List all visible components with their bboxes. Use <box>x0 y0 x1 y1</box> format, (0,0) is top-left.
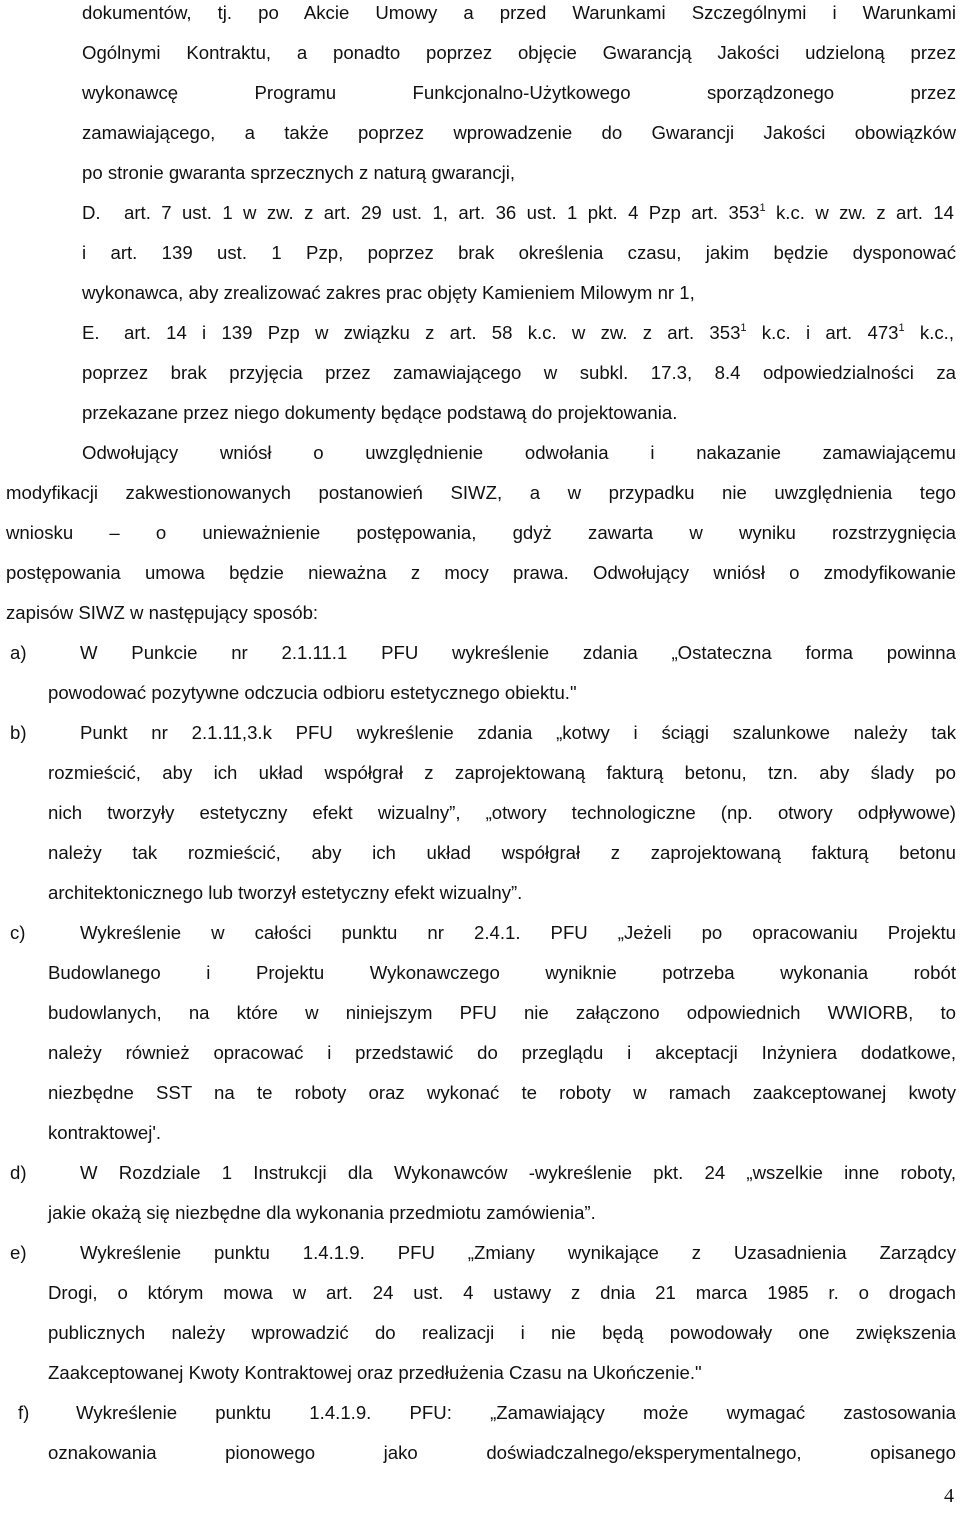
item-d-line-1-sup: 1 <box>759 201 766 214</box>
list-item-c-line-6: kontraktowej'. <box>48 1122 162 1143</box>
item-e-line-1 <box>124 320 954 346</box>
list-item-b-line-5: architektonicznego lub tworzył estetyczny efekt wizualny”. <box>48 882 523 903</box>
list-item-a-line-1: W Punkcie nr 2.1.11.1 PFU wykreślenie zdania „Ostateczna forma powinna <box>80 642 956 663</box>
list-item-f-line-2: oznakowania pionowego jako doświadczalnego/eksperymentalnego, opisanego <box>48 1442 956 1463</box>
list-item-e-line-2: Drogi, o którym mowa w art. 24 ust. 4 ustawy z dnia 21 marca 1985 r. o drogach <box>48 1282 956 1303</box>
page-number: 4 <box>944 1485 954 1507</box>
list-item-e-marker: e) <box>10 1242 27 1263</box>
list-item-b-line-4: należy tak rozmieścić, aby ich układ współgrał z zaprojektowaną fakturą betonu <box>48 842 956 863</box>
item-d-line-3: wykonawca, aby zrealizować zakres prac objęty Kamieniem Milowym nr 1, <box>82 282 695 303</box>
list-item-a-line-2: powodować pozytywne odczucia odbioru estetycznego obiektu." <box>48 682 577 703</box>
item-e-line-1-text-c: k.c., <box>904 322 954 343</box>
item-d-marker: D. <box>82 202 101 223</box>
list-item-b-line-2: rozmieścić, aby ich układ współgrał z zaprojektowaną fakturą betonu, tzn. aby ślady po <box>48 762 956 783</box>
item-e-line-1-text-a: art. 14 i 139 Pzp w związku z art. 58 k.c. w zw. z art. 353 <box>124 322 741 343</box>
paragraph-line-2: modyfikacji zakwestionowanych postanowień SIWZ, a w przypadku nie uwzględnienia tego <box>6 482 956 503</box>
list-item-c-line-5: niezbędne SST na te roboty oraz wykonać te roboty w ramach zaakceptowanej kwoty <box>48 1082 956 1103</box>
list-item-c-marker: c) <box>10 922 26 943</box>
item-e-line-1-sup-2: 1 <box>898 321 905 334</box>
item-e-line-2: poprzez brak przyjęcia przez zamawiającego w subkl. 17.3, 8.4 odpowiedzialności za <box>82 362 956 383</box>
intro-line-4: zamawiającego, a także poprzez wprowadzenie do Gwarancji Jakości obowiązków <box>82 122 956 143</box>
intro-line-2: Ogólnymi Kontraktu, a ponadto poprzez objęcie Gwarancją Jakości udzieloną przez <box>82 42 956 63</box>
list-item-d-line-2: jakie okażą się niezbędne dla wykonania przedmiotu zamówienia”. <box>48 1202 596 1223</box>
list-item-f-line-1: Wykreślenie punktu 1.4.1.9. PFU: „Zamawiający może wymagać zastosowania <box>76 1402 956 1423</box>
list-item-b-marker: b) <box>10 722 27 743</box>
item-d-line-1 <box>124 200 954 226</box>
list-item-f-marker: f) <box>18 1402 30 1423</box>
list-item-e-line-3: publicznych należy wprowadzić do realizacji i nie będą powodowały one zwiększenia <box>48 1322 956 1343</box>
intro-line-5: po stronie gwaranta sprzecznych z naturą gwarancji, <box>82 162 516 183</box>
paragraph-line-1: Odwołujący wniósł o uwzględnienie odwołania i nakazanie zamawiającemu <box>82 442 956 463</box>
item-e-marker: E. <box>82 322 100 343</box>
paragraph-line-4: postępowania umowa będzie nieważna z mocy prawa. Odwołujący wniósł o zmodyfikowanie <box>6 562 956 583</box>
list-item-b-line-3: nich tworzyły estetyczny efekt wizualny”, „otwory technologiczne (np. otwory odpływowe) <box>48 802 956 823</box>
list-item-c-line-4: należy również opracować i przedstawić do przeglądu i akceptacji Inżyniera dodatkowe, <box>48 1042 956 1063</box>
item-d-line-1-text-a: art. 7 ust. 1 w zw. z art. 29 ust. 1, art. 36 ust. 1 pkt. 4 Pzp art. 353 <box>124 202 760 223</box>
list-item-b-line-1: Punkt nr 2.1.11,3.k PFU wykreślenie zdania „kotwy i ściągi szalunkowe należy tak <box>80 722 956 743</box>
item-d-line-1-text-b: k.c. w zw. z art. 14 <box>765 202 954 223</box>
paragraph-line-3: wniosku – o unieważnienie postępowania, gdyż zawarta w wyniku rozstrzygnięcia <box>6 522 956 543</box>
list-item-c-line-3: budowlanych, na które w niniejszym PFU nie załączono odpowiednich WWIORB, to <box>48 1002 956 1023</box>
item-e-line-1-text-b: k.c. i art. 473 <box>746 322 899 343</box>
paragraph-line-5: zapisów SIWZ w następujący sposób: <box>6 602 319 623</box>
list-item-c-line-1: Wykreślenie w całości punktu nr 2.4.1. PFU „Jeżeli po opracowaniu Projektu <box>80 922 956 943</box>
intro-line-1: dokumentów, tj. po Akcie Umowy a przed Warunkami Szczególnymi i Warunkami <box>82 2 956 23</box>
list-item-a-marker: a) <box>10 642 27 663</box>
list-item-e-line-4: Zaakceptowanej Kwoty Kontraktowej oraz przedłużenia Czasu na Ukończenie." <box>48 1362 702 1383</box>
intro-line-3: wykonawcę Programu Funkcjonalno-Użytkowego sporządzonego przez <box>82 82 956 103</box>
list-item-e-line-1: Wykreślenie punktu 1.4.1.9. PFU „Zmiany wynikające z Uzasadnienia Zarządcy <box>80 1242 956 1263</box>
item-e-line-1-sup: 1 <box>740 321 747 334</box>
list-item-d-line-1: W Rozdziale 1 Instrukcji dla Wykonawców -wykreślenie pkt. 24 „wszelkie inne roboty, <box>80 1162 956 1183</box>
item-d-line-2: i art. 139 ust. 1 Pzp, poprzez brak określenia czasu, jakim będzie dysponować <box>82 242 956 263</box>
item-e-line-3: przekazane przez niego dokumenty będące podstawą do projektowania. <box>82 402 678 423</box>
list-item-c-line-2: Budowlanego i Projektu Wykonawczego wyniknie potrzeba wykonania robót <box>48 962 956 983</box>
list-item-d-marker: d) <box>10 1162 27 1183</box>
